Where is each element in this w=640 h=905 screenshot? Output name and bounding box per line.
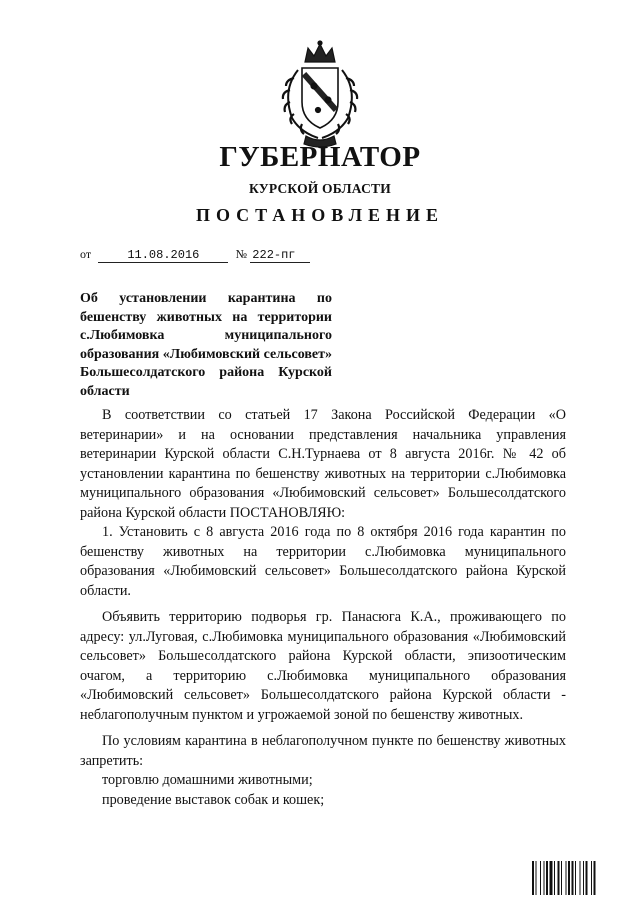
paragraph-item-1: 1. Установить с 8 августа 2016 года по 8 октября 2016 года карантин по бешенству животных на территории с.Любимовка муниципального образования «Любимовский сельсовет» Большесолдатского района Курской области. bbox=[80, 524, 566, 599]
document-number: 222-пг bbox=[250, 249, 310, 263]
number-label: № bbox=[235, 247, 248, 261]
paragraph-preamble: В соответствии со статьей 17 Закона Российской Федерации «О ветеринарии» и на основании представления начальника управления ветеринарии Курской области С.Н.Турнаева от 8 августа 2016г. № 42 об установлении карантина по бешенству животных на территории с.Любимовка муниципального образования «Любимовский сельсовет» Большесолдатского района Курской области ПОСТАНОВЛЯЮ: bbox=[80, 407, 566, 521]
document-date: 11.08.2016 bbox=[98, 249, 228, 263]
restriction-item: торговлю домашними животными; bbox=[102, 772, 313, 788]
governor-title: ГУБЕРНАТОР bbox=[219, 141, 421, 173]
document-meta bbox=[80, 246, 310, 263]
document-body bbox=[80, 406, 566, 810]
date-label: от bbox=[80, 247, 92, 261]
paragraph-restrictions: По условиям карантина в неблагополучном пункте по бешенству животных запретить: bbox=[80, 733, 566, 769]
coat-of-arms-emblem bbox=[270, 40, 370, 150]
region-name: КУРСКОЙ ОБЛАСТИ bbox=[249, 181, 391, 196]
document-subject: Об установлении карантина по бешенству животных на территории с.Любимовка муниципального образования «Любимовский сельсовет» Большесолдатского района Курской области bbox=[80, 291, 332, 399]
paragraph-outbreak: Объявить территорию подворья гр. Панасюга К.А., проживающего по адресу: ул.Луговая, с.Любимовка муниципального образования «Любимовский сельсовет» Большесолдатского района Курской области, эпизоотическим очагом, а территорию с.Любимовка муниципального образования «Любимовский сельсовет» Большесолдатского района Курской области - неблагополучным пунктом и угрожаемой зоной по бешенству животных. bbox=[80, 609, 566, 723]
barcode bbox=[532, 861, 624, 895]
document-type: ПОСТАНОВЛЕНИЕ bbox=[195, 205, 445, 225]
restriction-item: проведение выставок собак и кошек; bbox=[102, 791, 325, 808]
